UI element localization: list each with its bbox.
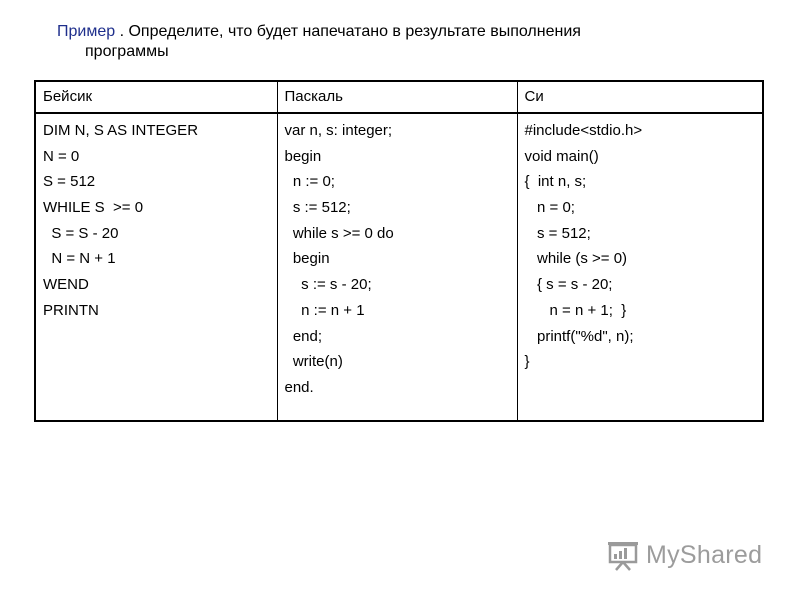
pascal-code-line: begin bbox=[284, 147, 322, 165]
c-code-line: #include<stdio.h> bbox=[524, 122, 643, 139]
presentation-board-icon bbox=[606, 539, 640, 571]
basic-code-line: N = N + 1 bbox=[43, 250, 116, 268]
pascal-code-line: n := n + 1 bbox=[284, 301, 365, 319]
basic-code-line: WHILE S >= 0 bbox=[43, 199, 144, 217]
basic-code-line: S = 512 bbox=[43, 173, 96, 191]
table-code-row bbox=[35, 113, 763, 421]
basic-code-cell bbox=[35, 113, 277, 421]
c-code-line: { s = s - 20; bbox=[524, 276, 613, 294]
table-header-row bbox=[35, 81, 763, 113]
pascal-code-line: end. bbox=[284, 378, 314, 396]
basic-code-line: DIM N, S AS INTEGER bbox=[43, 122, 199, 139]
watermark-text: MyShared bbox=[646, 540, 763, 569]
pascal-code-line: s := 512; bbox=[284, 199, 351, 217]
pascal-code-line: write(n) bbox=[284, 353, 343, 371]
task-heading bbox=[57, 22, 757, 62]
c-code-line: while (s >= 0) bbox=[524, 250, 628, 268]
pascal-code-line: end; bbox=[284, 327, 323, 345]
c-code-line: void main() bbox=[524, 147, 599, 165]
c-code-line: n = n + 1; } bbox=[524, 301, 627, 319]
basic-code-line: WEND bbox=[43, 276, 89, 294]
code-comparison-table bbox=[34, 80, 764, 422]
pascal-code-line: var n, s: integer; bbox=[284, 122, 393, 139]
header-pascal: Паскаль bbox=[277, 81, 517, 113]
c-code-line: { int n, s; bbox=[524, 173, 587, 191]
pascal-code-line: s := s - 20; bbox=[284, 276, 372, 294]
c-code-line: printf("%d", n); bbox=[524, 327, 634, 345]
pascal-code-line: while s >= 0 do bbox=[284, 224, 394, 242]
pascal-code-cell bbox=[277, 113, 517, 421]
example-label: Пример bbox=[57, 23, 116, 40]
basic-code-line: N = 0 bbox=[43, 147, 80, 165]
basic-code-line: PRINTN bbox=[43, 301, 99, 319]
myshared-watermark bbox=[606, 538, 762, 572]
header-basic: Бейсик bbox=[35, 81, 277, 113]
c-code-line: n = 0; bbox=[524, 199, 575, 217]
c-code-line: s = 512; bbox=[524, 224, 591, 242]
basic-code-line: S = S - 20 bbox=[43, 224, 119, 242]
pascal-code-line: begin bbox=[284, 250, 330, 268]
header-c: Си bbox=[517, 81, 763, 113]
task-text-line2: программы bbox=[85, 43, 169, 60]
pascal-code-line: n := 0; bbox=[284, 173, 335, 191]
c-code-cell bbox=[517, 113, 763, 421]
c-code-line: } bbox=[524, 353, 530, 371]
task-text-line1: . Определите, что будет напечатано в результате выполнения bbox=[115, 23, 581, 40]
